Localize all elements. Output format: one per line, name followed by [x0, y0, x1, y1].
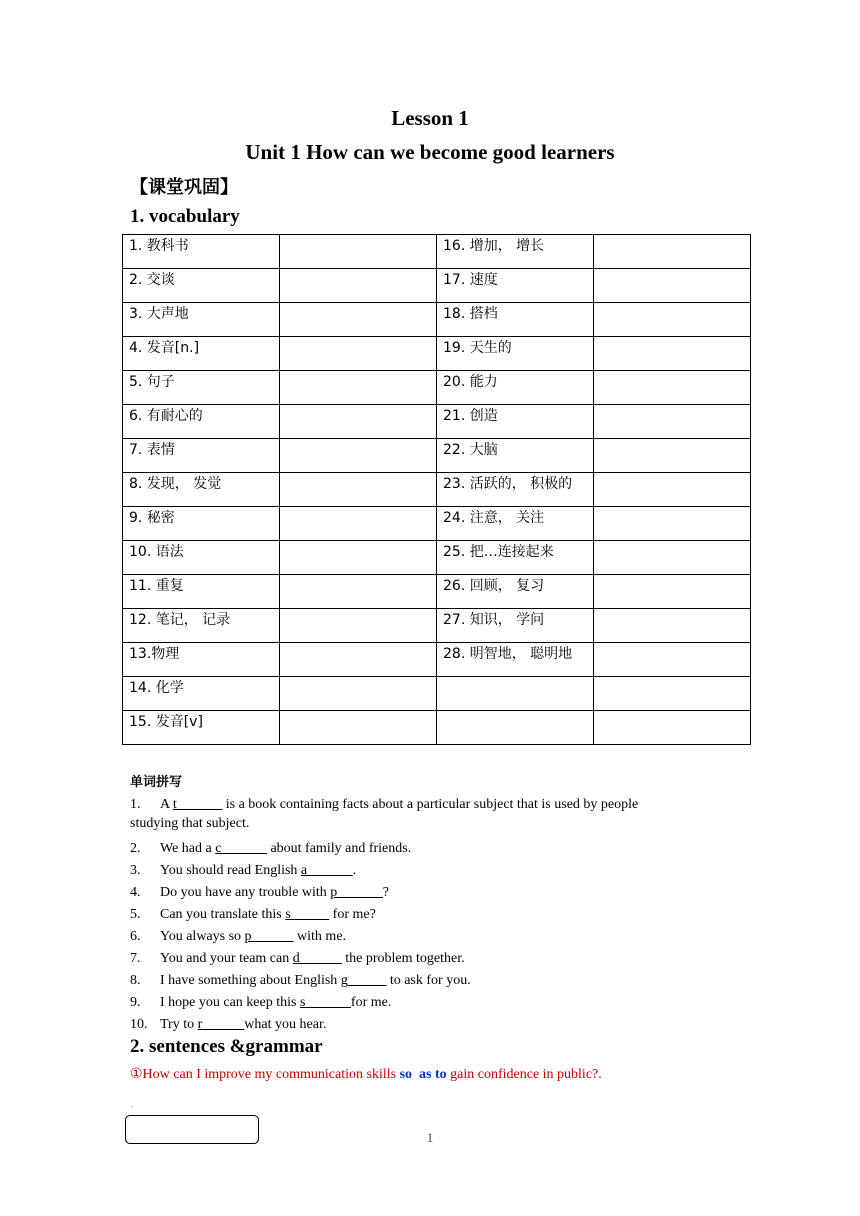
item-number: 8. — [130, 973, 141, 988]
vocab-answer-right[interactable] — [594, 473, 751, 507]
blank-hint-letter: c — [215, 841, 222, 856]
item-number: 7. — [130, 951, 141, 966]
item-number: 5. — [130, 907, 141, 922]
vocab-row — [123, 405, 751, 439]
vocab-term-text: 2. 交谈 — [129, 272, 175, 288]
item-text-after: is a book containing facts about a particular subject that is used by people — [222, 797, 639, 812]
vocab-row — [123, 303, 751, 337]
vocab-answer-left[interactable] — [280, 575, 437, 609]
vocab-answer-right[interactable] — [594, 507, 751, 541]
vocab-term-text: 8. 发现， 发觉 — [129, 476, 222, 492]
blank-line — [337, 885, 383, 900]
vocab-row — [123, 609, 751, 643]
vocab-row — [123, 473, 751, 507]
fill-blank[interactable] — [198, 1017, 245, 1032]
item-text-before: I have something about English — [160, 973, 341, 988]
vocab-term-right — [437, 541, 594, 575]
vocab-answer-left[interactable] — [280, 609, 437, 643]
vocab-term-left — [123, 303, 280, 337]
vocab-term-right — [437, 371, 594, 405]
item-text-before: You should read English — [160, 863, 301, 878]
vocab-term-text: 1. 教科书 — [129, 238, 189, 254]
vocab-term-right — [437, 337, 594, 371]
vocab-answer-right[interactable] — [594, 609, 751, 643]
item-text-before: You and your team can — [160, 951, 293, 966]
vocab-term-right — [437, 609, 594, 643]
vocab-answer-left[interactable] — [280, 541, 437, 575]
item-text-before: Try to — [160, 1017, 198, 1032]
vocab-term-left — [123, 677, 280, 711]
vocab-term-right — [437, 507, 594, 541]
item-text-before: Can you translate this — [160, 907, 286, 922]
item-text-before: We had a — [160, 841, 216, 856]
vocab-answer-right[interactable] — [594, 371, 751, 405]
fill-blank[interactable] — [285, 907, 329, 922]
item-text-before: A — [160, 797, 173, 812]
vocab-term-left — [123, 643, 280, 677]
vocab-answer-left[interactable] — [280, 303, 437, 337]
blank-line — [291, 907, 330, 922]
vocab-term-text: 13.物理 — [129, 646, 180, 662]
blank-line — [305, 995, 351, 1010]
blank-hint-letter: t — [172, 797, 177, 812]
item-text-after: to ask for you. — [386, 973, 471, 988]
item-number: 1. — [130, 797, 141, 812]
item-continuation: studying that subject. — [130, 816, 250, 831]
item-number: 3. — [130, 863, 141, 878]
vocab-term-text: 5. 句子 — [129, 374, 175, 390]
blank-line — [307, 863, 353, 878]
vocab-term-text: 14. 化学 — [129, 680, 184, 696]
spelling-item — [130, 838, 411, 860]
vocab-term-text: 4. 发音[n.] — [129, 340, 200, 356]
vocab-answer-left[interactable] — [280, 405, 437, 439]
item-text-after: the problem together. — [341, 951, 465, 966]
vocab-answer-right[interactable] — [594, 541, 751, 575]
item-text-after: . — [352, 863, 357, 878]
vocab-term-left — [123, 507, 280, 541]
fill-blank[interactable] — [330, 885, 383, 900]
spelling-item — [130, 992, 391, 1014]
keyword-as-to: as to — [419, 1067, 447, 1082]
vocab-term-text: 26. 回顾， 复习 — [443, 578, 545, 594]
vocab-term-right — [437, 303, 594, 337]
vocab-term-text: 6. 有耐心的 — [129, 408, 203, 424]
sentence-part-b: gain confidence in public?. — [446, 1067, 602, 1082]
sentence-part-a: ①How can I improve my communication skills — [130, 1067, 400, 1082]
vocab-term-right — [437, 235, 594, 269]
vocab-term-text: 23. 活跃的， 积极的 — [443, 476, 573, 492]
lesson-title: Lesson 1 — [391, 106, 469, 130]
vocab-answer-left[interactable] — [280, 371, 437, 405]
vocab-term-text: 19. 天生的 — [443, 340, 512, 356]
vocab-term-left — [123, 371, 280, 405]
vocab-answer-right[interactable] — [594, 439, 751, 473]
vocab-term-right — [437, 269, 594, 303]
vocab-term-left — [123, 711, 280, 745]
item-text-after: for me? — [329, 907, 376, 922]
vocab-answer-left[interactable] — [280, 643, 437, 677]
blank-hint-letter: a — [300, 863, 308, 878]
item-text-before: Do you have any trouble with — [160, 885, 331, 900]
vocab-term-text: 18. 搭档 — [443, 306, 498, 322]
vocab-row — [123, 677, 751, 711]
spelling-item — [130, 860, 356, 882]
blank-hint-letter: d — [292, 951, 300, 966]
fill-blank[interactable] — [301, 863, 353, 878]
vocab-answer-right[interactable] — [594, 677, 751, 711]
vocabulary-heading: 1. vocabulary — [130, 206, 240, 227]
spelling-item — [130, 904, 376, 926]
vocab-answer-right[interactable] — [594, 575, 751, 609]
grammar-heading: 2. sentences &grammar — [130, 1036, 323, 1057]
vocab-term-text: 21. 创造 — [443, 408, 498, 424]
blank-line — [221, 841, 267, 856]
item-number: 10. — [130, 1017, 148, 1032]
vocab-term-right — [437, 575, 594, 609]
vocab-answer-left[interactable] — [280, 337, 437, 371]
vocab-term-text: 11. 重复 — [129, 578, 184, 594]
spelling-heading: 单词拼写 — [130, 775, 183, 790]
stray-dot: . — [131, 1100, 133, 1109]
blank-line — [177, 797, 223, 812]
vocab-term-left — [123, 473, 280, 507]
item-text-after: with me. — [293, 929, 347, 944]
vocab-term-left — [123, 235, 280, 269]
vocab-term-left — [123, 439, 280, 473]
blank-line — [202, 1017, 244, 1032]
vocab-row — [123, 541, 751, 575]
vocab-answer-right[interactable] — [594, 643, 751, 677]
vocab-term-left — [123, 575, 280, 609]
item-number: 2. — [130, 841, 141, 856]
vocab-term-text: 3. 大声地 — [129, 306, 189, 322]
vocab-term-right — [437, 677, 594, 711]
vocab-term-text: 12. 笔记， 记录 — [129, 612, 231, 628]
fill-blank[interactable] — [215, 841, 267, 856]
vocab-answer-right[interactable] — [594, 235, 751, 269]
fill-blank[interactable] — [341, 973, 387, 988]
spelling-item — [130, 926, 346, 948]
vocab-answer-right[interactable] — [594, 337, 751, 371]
item-text-before: I hope you can keep this — [160, 995, 300, 1010]
vocab-term-text: 24. 注意， 关注 — [443, 510, 545, 526]
vocab-answer-right[interactable] — [594, 405, 751, 439]
fill-blank[interactable] — [300, 995, 351, 1010]
fill-blank[interactable] — [173, 797, 222, 812]
vocab-term-text: 22. 大脑 — [443, 442, 498, 458]
vocab-row — [123, 507, 751, 541]
vocab-row — [123, 439, 751, 473]
item-number: 6. — [130, 929, 141, 944]
vocab-term-right — [437, 473, 594, 507]
vocab-answer-right[interactable] — [594, 269, 751, 303]
vocabulary-table — [122, 234, 751, 745]
vocab-term-text: 7. 表情 — [129, 442, 175, 458]
vocab-term-text: 25. 把…连接起来 — [443, 544, 554, 560]
page-number: 1 — [426, 1130, 434, 1145]
blank-hint-letter: s — [285, 907, 291, 922]
vocab-answer-left[interactable] — [280, 677, 437, 711]
blank-hint-letter: s — [299, 995, 306, 1010]
vocab-term-text: 9. 秘密 — [129, 510, 175, 526]
vocab-term-right — [437, 439, 594, 473]
spelling-item — [130, 882, 389, 904]
vocab-term-text: 10. 语法 — [129, 544, 184, 560]
vocab-row — [123, 235, 751, 269]
blank-line — [252, 929, 294, 944]
spelling-item — [130, 948, 465, 970]
vocab-term-text: 20. 能力 — [443, 374, 498, 390]
keyword-so: so — [399, 1067, 413, 1082]
fill-blank[interactable] — [293, 951, 342, 966]
item-text-after: about family and friends. — [266, 841, 412, 856]
spelling-item — [130, 1014, 326, 1036]
item-text-before: You always so — [160, 929, 245, 944]
vocab-answer-left[interactable] — [280, 439, 437, 473]
item-text-after: what you hear. — [244, 1017, 327, 1032]
vocab-term-text: 16. 增加， 增长 — [443, 238, 545, 254]
item-number: 4. — [130, 885, 141, 900]
vocab-row — [123, 337, 751, 371]
vocab-term-text: 27. 知识， 学问 — [443, 612, 545, 628]
vocab-term-left — [123, 269, 280, 303]
blank-hint-letter: r — [197, 1017, 203, 1032]
blank-hint-letter: p — [244, 929, 252, 944]
grammar-sentence — [130, 1066, 602, 1083]
vocab-row — [123, 643, 751, 677]
vocab-answer-right[interactable] — [594, 303, 751, 337]
vocab-row — [123, 269, 751, 303]
vocab-term-right — [437, 711, 594, 745]
vocab-term-left — [123, 541, 280, 575]
item-text-after: for me. — [350, 995, 392, 1010]
vocab-term-text: 15. 发音[v] — [129, 714, 203, 730]
section-heading: 【课堂巩固】 — [130, 177, 238, 198]
vocab-answer-left[interactable] — [280, 235, 437, 269]
vocab-term-text: 28. 明智地， 聪明地 — [443, 646, 573, 662]
blank-line — [348, 973, 387, 988]
vocab-answer-left[interactable] — [280, 473, 437, 507]
item-text-after: ? — [382, 885, 390, 900]
vocab-term-text: 17. 速度 — [443, 272, 498, 288]
blank-hint-letter: p — [330, 885, 338, 900]
blank-line — [300, 951, 342, 966]
spelling-item — [130, 794, 638, 816]
vocab-row — [123, 711, 751, 745]
spelling-item — [130, 970, 471, 992]
vocab-answer-left[interactable] — [280, 507, 437, 541]
vocab-term-right — [437, 643, 594, 677]
vocab-row — [123, 371, 751, 405]
vocab-answer-left[interactable] — [280, 711, 437, 745]
vocab-answer-left[interactable] — [280, 269, 437, 303]
vocab-term-left — [123, 609, 280, 643]
item-number: 9. — [130, 995, 141, 1010]
vocab-row — [123, 575, 751, 609]
vocab-answer-right[interactable] — [594, 711, 751, 745]
blank-hint-letter: g — [340, 973, 348, 988]
vocab-term-left — [123, 405, 280, 439]
unit-title: Unit 1 How can we become good learners — [245, 140, 615, 164]
vocab-term-right — [437, 405, 594, 439]
fill-blank[interactable] — [245, 929, 294, 944]
vocab-term-left — [123, 337, 280, 371]
